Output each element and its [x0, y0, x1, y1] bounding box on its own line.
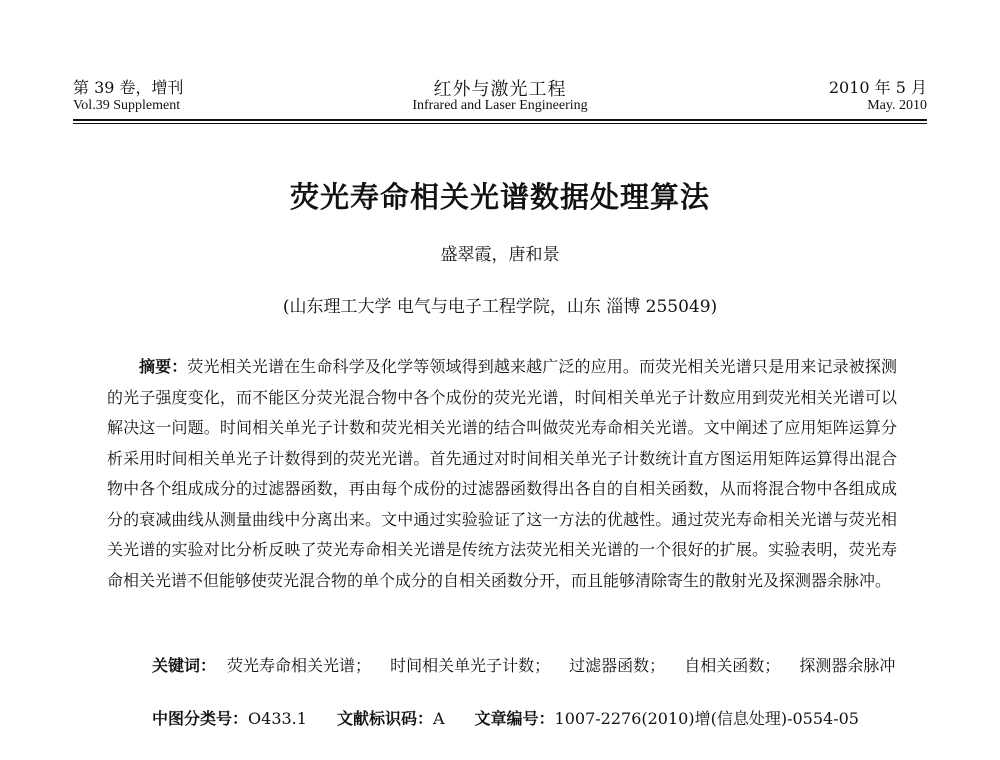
running-header-en — [73, 98, 927, 120]
date-cn: 2010 年 5 月 — [828, 78, 927, 97]
running-header-cn — [73, 75, 927, 100]
journal-name-cn: 红外与激光工程 — [433, 79, 567, 100]
paper-title: 荧光寿命相关光谱数据处理算法 — [289, 180, 710, 214]
clc-label: 中图分类号： — [152, 709, 249, 728]
date-en: May. 2010 — [867, 98, 927, 113]
classification-line — [152, 706, 859, 729]
abstract-label: 摘要： — [139, 357, 188, 376]
volume-en: Vol.39 Supplement — [73, 98, 181, 113]
volume-cn: 第 39 卷，增刊 — [73, 78, 184, 97]
journal-name-en: Infrared and Laser Engineering — [412, 98, 588, 113]
abstract — [107, 352, 897, 596]
paper-authors: 盛翠霞，唐和景 — [440, 245, 560, 265]
header-rule-thick — [73, 119, 927, 121]
doc-code-value: A — [432, 709, 445, 728]
article-no-value: 1007-2276(2010)增(信息处理)-0554-05 — [554, 709, 859, 728]
header-rule-thin — [73, 123, 927, 124]
clc-value: O433.1 — [248, 709, 307, 728]
keywords-text: 荧光寿命相关光谱； 时间相关单光子计数； 过滤器函数； 自相关函数； 探测器余脉冲 — [227, 656, 896, 675]
abstract-text: 荧光相关光谱在生命科学及化学等领域得到越来越广泛的应用。而荧光相关光谱只是用来记录被探测的光子强度变化，而不能区分荧光混合物中各个成份的荧光光谱，时间相关单光子计数应用到荧光相关光谱可以解决这一问题。时间相关单光子计数和荧光相关光谱的结合叫做荧光寿命相关光谱。文中阐述了应用矩阵运算分析采用时间相关单光子计数得到的荧光光谱。首先通过对时间相关单光子计数统计直方图运用矩阵运算得出混合物中各个组成成分的过滤器函数，再由每个成份的过滤器函数得出各自的自相关函数，从而将混合物中各组成成分的衰减曲线从测量曲线中分离出来。文中通过实验验证了这一方法的优越性。通过荧光寿命相关光谱与荧光相关光谱的实验对比分析反映了荧光寿命相关光谱是传统方法荧光相关光谱的一个很好的扩展。实验表明，荧光寿命相关光谱不但能够使荧光混合物的单个成分的自相关函数分开，而且能够清除寄生的散射光及探测器余脉冲。 — [107, 357, 897, 590]
article-no-label: 文章编号： — [474, 709, 555, 728]
keywords-label: 关键词： — [152, 656, 217, 675]
paper-affiliation: (山东理工大学 电气与电子工程学院，山东 淄博 255049) — [282, 297, 718, 317]
doc-code-label: 文献标识码： — [336, 709, 433, 728]
